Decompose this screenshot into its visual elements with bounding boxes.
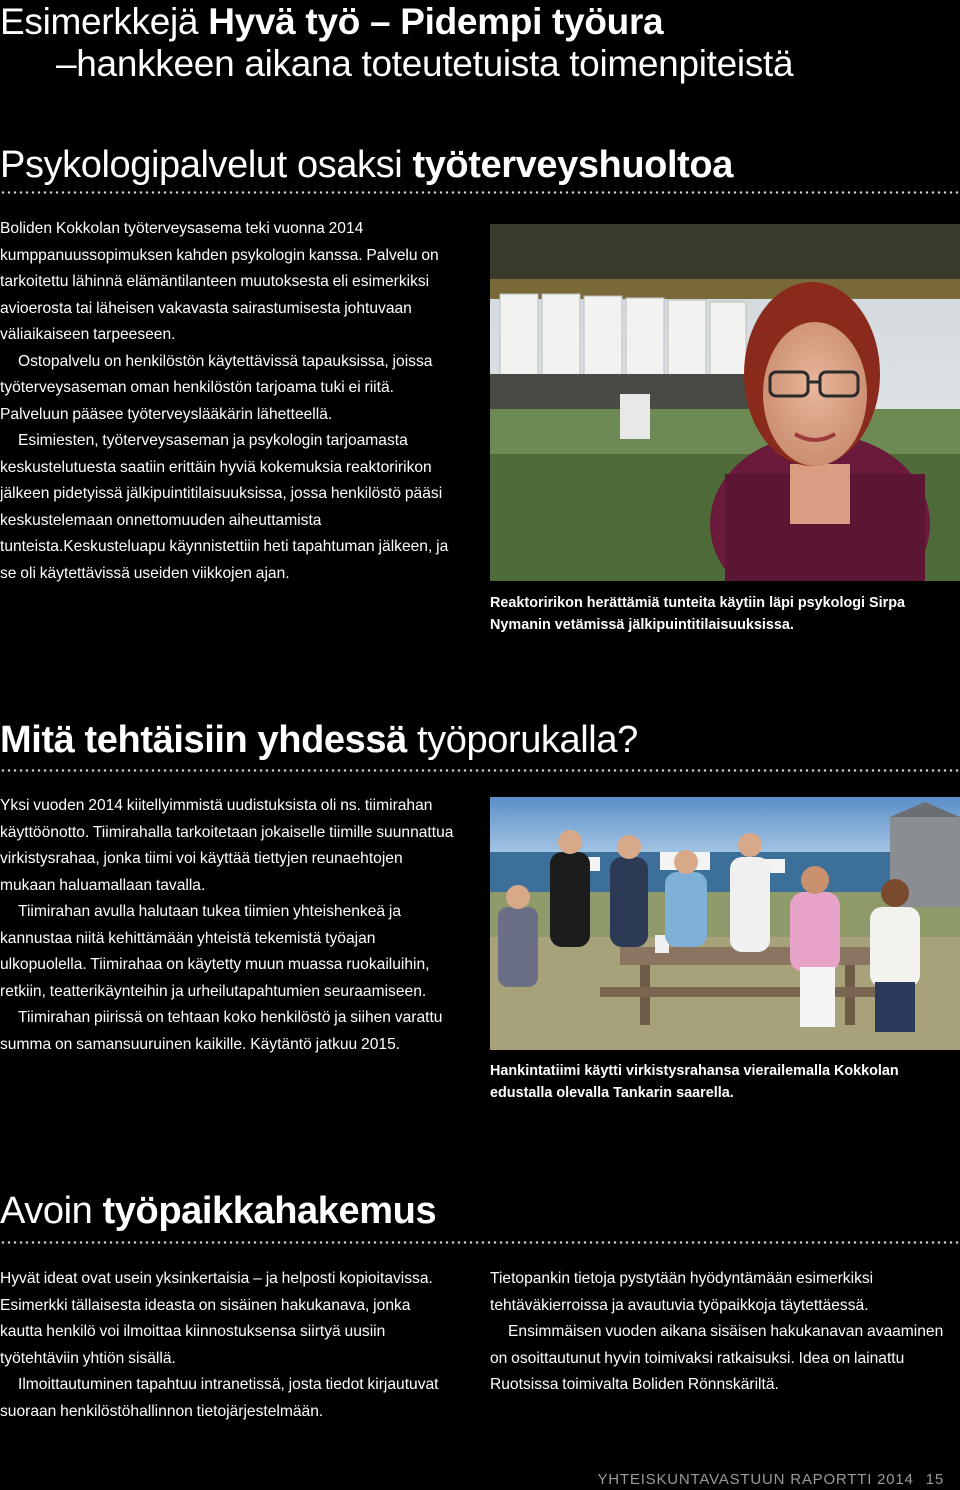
page-number: 15: [925, 1471, 944, 1488]
paragraph: Tiimirahan avulla halutaan tukea tiimien yhteishenkeä ja kannustaa niitä kehittämään yhteistä tekemistä työajan ulkopuolella. Tiimirahaa on käytetty muun muassa ruokailuihin, retkiin, teatterikäynteihin ja urheilutapahtumien seuraamiseen.: [0, 903, 430, 1000]
section3-right-column: [490, 1266, 955, 1399]
paragraph: Tietopankin tietoja pystytään hyödyntämään esimerkiksi tehtäväkierroissa ja avautuvia työpaikkoja täytettäessä.: [490, 1270, 874, 1314]
section2-body: [0, 793, 455, 1058]
title-prefix: Esimerkkejä: [0, 1, 209, 42]
page-title: [0, 2, 663, 42]
section3-heading: [0, 1189, 436, 1233]
page-footer: [597, 1471, 944, 1488]
section2-heading: [0, 718, 638, 762]
paragraph: Esimiesten, työterveysaseman ja psykologin tarjoamasta keskustelutuesta saatiin erittäin hyviä kokemuksia reaktoririkon jälkeen pidetyissä jälkipuintitilaisuuksissa, jossa henkilöstö pääsi keskustelemaan onnettomuuden aiheuttamista tunteista.Keskusteluapu käynnistettiin heti tapahtuman jälkeen, ja se oli käytettävissä useiden viikkojen ajan.: [0, 432, 449, 582]
section1-heading-bold: työterveyshuoltoa: [412, 144, 733, 186]
section3-heading-prefix: Avoin: [0, 1190, 103, 1232]
photo1-caption: Reaktoririkon herättämiä tunteita käytiin läpi psykologi Sirpa Nymanin vetämissä jälkipuintitilaisuuksissa.: [490, 595, 906, 633]
dotted-divider: [0, 1241, 960, 1244]
dotted-divider: [0, 191, 960, 194]
paragraph: Tiimirahan piirissä on tehtaan koko henkilöstö ja siihen varattu summa on samansuuruinen kaikille. Käytäntö jatkuu 2015.: [0, 1009, 443, 1053]
paragraph: Boliden Kokkolan työterveysasema teki vuonna 2014 kumppanuussopimuksen kahden psykologin kanssa. Palvelu on tarkoitettu lähinnä elämäntilanteen muutoksesta eli esimerkiksi avioerosta tai läheisen vakavasta sairastumisesta johtuvaan väliaikaiseen tarpeeseen.: [0, 220, 439, 343]
report-name: YHTEISKUNTAVASTUUN RAPORTTI 2014: [597, 1471, 914, 1488]
dotted-divider: [0, 769, 960, 772]
section1-heading: [0, 143, 733, 187]
section3-heading-bold: työpaikkahakemus: [102, 1190, 437, 1232]
page-subtitle: –hankkeen aikana toteutetuista toimenpiteistä: [56, 43, 794, 84]
photo2-caption: Hankintatiimi käytti virkistysrahansa vierailemalla Kokkolan edustalla olevalla Tankarin saarella.: [490, 1063, 899, 1101]
section1-heading-prefix: Psykologipalvelut osaksi: [0, 144, 413, 186]
section1-body: [0, 216, 455, 587]
paragraph: Ilmoittautuminen tapahtuu intranetissä, josta tiedot kirjautuvat suoraan henkilöstöhallinnon tietojärjestelmään.: [0, 1376, 439, 1420]
section2-heading-rest: työporukalla?: [406, 719, 638, 761]
paragraph: Hyvät ideat ovat usein yksinkertaisia – ja helposti kopioitavissa. Esimerkki tällaisesta ideasta on sisäinen hakukanava, jonka kautta henkilö voi ilmoittaa kiinnostuksensa siirtyä uusiin työtehtäviin yhtiön sisällä.: [0, 1270, 433, 1367]
paragraph: Yksi vuoden 2014 kiitellyimmistä uudistuksista oli ns. tiimirahan käyttöönotto. Tiimirahalla tarkoitetaan jokaiselle tiimille suunnattua virkistysrahaa, jonka tiimi voi käyttää tiettyjen reunaehtojen mukaan haluamallaan tavalla.: [0, 797, 454, 894]
portrait-photo: [490, 224, 960, 581]
paragraph: Ensimmäisen vuoden aikana sisäisen hakukanavan avaaminen on osoittautunut hyvin toimivaksi ratkaisuksi. Idea on lainattu Ruotsissa toimivalta Boliden Rönnskäriltä.: [490, 1323, 944, 1393]
group-photo: [490, 797, 960, 1050]
section2-heading-bold: Mitä tehtäisiin yhdessä: [0, 719, 407, 761]
title-bold: Hyvä työ – Pidempi työura: [208, 1, 664, 42]
paragraph: Ostopalvelu on henkilöstön käytettävissä tapauksissa, joissa työterveysaseman oman henkilöstön tarjoama tuki ei riitä. Palveluun pääsee työterveyslääkärin lähetteellä.: [0, 352, 433, 423]
section3-left-column: [0, 1266, 455, 1425]
